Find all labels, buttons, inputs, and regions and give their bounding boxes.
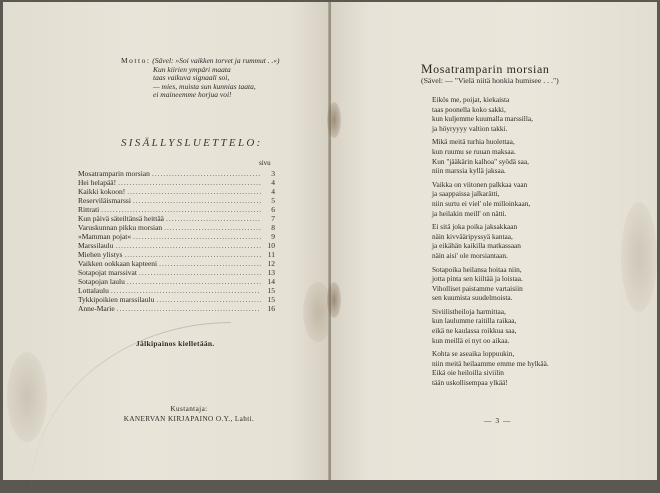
verse-line: Kun "jääkärin kalhoa" syödä saa,: [432, 156, 529, 166]
stanza: [432, 349, 549, 387]
toc-leader-dots: [115, 241, 261, 250]
toc-entry-page: 13: [267, 268, 275, 277]
verse-line: ja saappaissa jalkarätti,: [432, 189, 500, 199]
toc-entry-page: 16: [267, 304, 275, 313]
toc-entry: [78, 277, 275, 286]
toc-entry-title: Reserviläismarssi: [78, 196, 131, 205]
toc-entry-page: 5: [271, 196, 275, 205]
verse-line: Sotapoika heilansa hoitaa niin,: [432, 264, 522, 274]
toc-entry-title: Marssilaulu: [78, 241, 114, 250]
verse-line: sen kuumista suudelmoista.: [432, 293, 513, 303]
verse-line: ja eikähän kaikilla matkassaan: [432, 241, 521, 251]
toc-entry-page: 3: [271, 169, 275, 178]
toc-entry: [78, 223, 275, 232]
left-page: [3, 2, 329, 480]
verse-line: taas poonella koko sakki,: [432, 104, 506, 114]
stanza: [432, 222, 549, 260]
toc-entry-page: 4: [271, 187, 275, 196]
toc-entry-page: 14: [267, 277, 275, 286]
toc-entry-page: 6: [271, 205, 275, 214]
toc-entry-page: 7: [271, 214, 275, 223]
verse-line: Siviilistheiloja harmittaa,: [432, 306, 506, 316]
table-of-contents: [78, 169, 275, 313]
toc-leader-dots: [111, 286, 261, 295]
toc-entry-page: 10: [267, 241, 275, 250]
toc-entry-page: 8: [271, 223, 275, 232]
publisher-name: KANERVAN KIRJAPAINO O.Y., Lahti.: [123, 415, 255, 423]
toc-entry: [78, 250, 275, 259]
verse-line: kun kuljemme kuumalla marssilla,: [432, 114, 533, 124]
toc-entry: [78, 196, 275, 205]
toc-leader-dots: [101, 205, 261, 214]
publisher-label: Kustantaja:: [170, 405, 208, 413]
verse-line: kun ruumu se ruuan maksaa.: [432, 146, 516, 156]
toc-entry-title: Kaikki kokoon!: [78, 187, 126, 196]
toc-entry-page: 12: [267, 259, 275, 268]
verse-line: niin meitä heilaamme emme me hylkää.: [432, 358, 549, 368]
motto-source: (Sävel: »Soi vaikken torvet ja rummut . .«): [152, 56, 280, 65]
toc-entry: [78, 214, 275, 223]
verse-line: näin kivvääripyssyä kantaa,: [432, 231, 513, 241]
toc-entry-title: Sotapojat marssivat: [78, 268, 137, 277]
motto-label: Motto:: [121, 56, 151, 65]
toc-entry: [78, 187, 275, 196]
motto-verse-line: ei maineemme horjua voi!: [153, 90, 232, 100]
toc-leader-dots: [139, 268, 261, 277]
motto-verse: [153, 66, 280, 100]
motto-verse-line: — mies, muista sun kunnias taata,: [153, 81, 256, 91]
song-verses: [432, 95, 549, 392]
toc-leader-dots: [152, 169, 261, 178]
toc-entry-title: Sotapojan laulu: [78, 277, 125, 286]
toc-leader-dots: [156, 295, 261, 304]
toc-leader-dots: [118, 178, 261, 187]
toc-entry: [78, 259, 275, 268]
toc-entry: [78, 178, 275, 187]
verse-line: Vaikka on viitonen palkkaa vaan: [432, 179, 528, 189]
toc-entry-title: Rittrati: [78, 205, 100, 214]
verse-line: ja heilakin meill' on nätti.: [432, 208, 507, 218]
toc-entry-title: Hei helapää!: [78, 178, 117, 187]
toc-entry-title: Mosatramparin morsian: [78, 169, 150, 178]
verse-line: Mikä meitä turhia huolettaa,: [432, 137, 515, 147]
toc-entry: [78, 304, 275, 313]
verse-line: kun meillä ei nyt oo aikaa.: [432, 335, 510, 345]
paper-tear-mark: [31, 322, 231, 493]
verse-line: niin marssia kyllä jaksaa.: [432, 166, 506, 176]
motto-verse-line: taas vaikuva signaali soi,: [153, 73, 230, 83]
stanza: [432, 265, 549, 303]
verse-line: Kohta se aseaika loppuukin,: [432, 349, 515, 359]
toc-leader-dots: [164, 223, 261, 232]
toc-page-header: sivu: [259, 159, 271, 167]
stanza: [432, 137, 549, 175]
toc-entry-title: Tykkipoikien marssilaulu: [78, 295, 155, 304]
toc-entry: [78, 205, 275, 214]
toc-leader-dots: [127, 187, 261, 196]
toc-entry: [78, 232, 275, 241]
verse-line: ja höyryyyy valtion takki.: [432, 123, 508, 133]
age-stain: [7, 352, 47, 442]
verse-line: näin aisi' ole morsiantaan.: [432, 250, 508, 260]
toc-entry: [78, 169, 275, 178]
toc-entry: [78, 268, 275, 277]
toc-leader-dots: [166, 214, 261, 223]
page-number: — 3 —: [484, 416, 512, 425]
toc-leader-dots: [124, 250, 261, 259]
song-melody: (Sävel: — "Vielä niitä honkia humisee . . ."): [421, 76, 559, 85]
toc-entry-page: 11: [267, 250, 275, 259]
toc-entry-title: Lottalaulu: [78, 286, 109, 295]
verse-line: Eikä oie heiloilla siviilin: [432, 368, 504, 378]
stanza: [432, 180, 549, 218]
verse-line: niin surtu ei viel' ole milloinkaan,: [432, 198, 531, 208]
song-title: [421, 61, 549, 77]
stanza: [432, 307, 549, 345]
toc-entry-page: 15: [267, 295, 275, 304]
motto-block: [121, 57, 280, 100]
verse-line: Viholliset paistamme vartaisiin: [432, 283, 523, 293]
stanza: [432, 95, 549, 133]
toc-leader-dots: [133, 196, 261, 205]
song-title-initial: M: [421, 61, 434, 76]
reprint-notice: Jälkipainos kielletään.: [136, 339, 215, 348]
toc-entry: [78, 295, 275, 304]
song-title-rest: osatramparin morsian: [433, 62, 550, 76]
toc-entry: [78, 241, 275, 250]
verse-line: Eikös me, poijat, kiekaista: [432, 95, 510, 104]
verse-line: tään uskollisempaa ylkää!: [432, 378, 508, 388]
toc-entry-title: Vaikken ookkaan kapteeni: [78, 259, 158, 268]
toc-entry-title: Anne-Marie: [78, 304, 115, 313]
toc-entry-title: Kun päivä säteiltänsä heittää: [78, 214, 165, 223]
toc-leader-dots: [117, 304, 261, 313]
toc-leader-dots: [159, 259, 261, 268]
toc-entry-page: 4: [271, 178, 275, 187]
verse-line: kun laulumme raitilla raikaa,: [432, 316, 517, 326]
verse-line: Ei sitä joka poika jaksakkaan: [432, 222, 518, 232]
verse-line: eikä ne kaulassa roikkua saa,: [432, 326, 517, 336]
toc-entry-title: Varuskunnan pikku morsian: [78, 223, 163, 232]
verse-line: jotta pinta sen kiiltää ja loistaa.: [432, 274, 523, 284]
toc-entry-title: »Mamman pojat«: [78, 232, 132, 241]
toc-entry-page: 15: [267, 286, 275, 295]
toc-leader-dots: [133, 232, 261, 241]
toc-entry-page: 9: [271, 232, 275, 241]
age-stain: [621, 202, 657, 312]
toc-entry-title: Miehen ylistys: [78, 250, 123, 259]
motto-verse-line: Kun kiirien ympäri maata: [153, 64, 231, 74]
toc-leader-dots: [127, 277, 261, 286]
toc-title: SISÄLLYSLUETTELO:: [121, 137, 263, 149]
toc-entry: [78, 286, 275, 295]
